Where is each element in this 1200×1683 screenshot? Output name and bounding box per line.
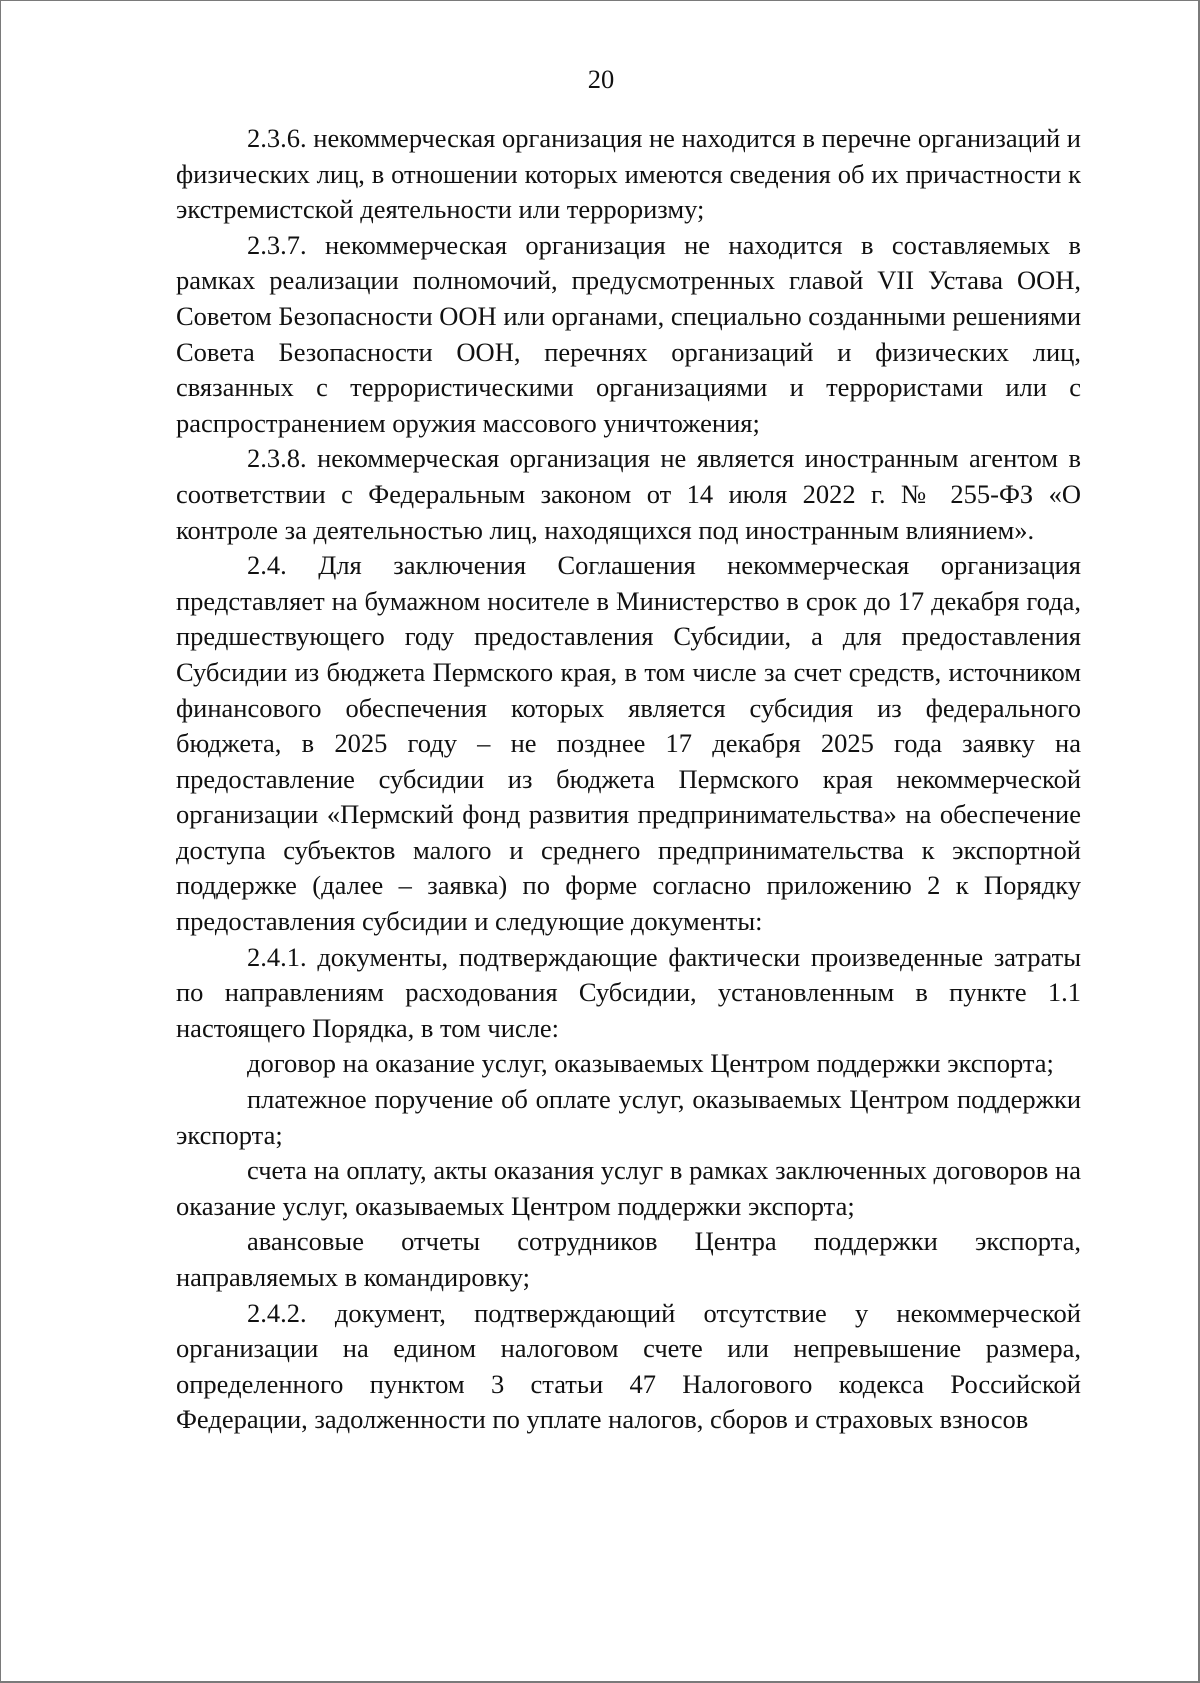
paragraph-2-4-1: 2.4.1. документы, подтверждающие фактически произведенные затраты по направлениям расходования Субсидии, установленным в пункте 1.1 настоящего Порядка, в том числе: bbox=[176, 941, 1081, 1043]
list-item-contract: договор на оказание услуг, оказываемых Центром поддержки экспорта; bbox=[247, 1048, 1054, 1079]
page-number: 20 bbox=[587, 64, 615, 94]
paragraph-2-4: 2.4. Для заключения Соглашения некоммерческая организация представляет на бумажном носителе в Министерство в срок до 17 декабря года, предшествующего году предоставления Субсидии, а для предоставления Субсидии из бюджета Пермского края, в том числе за счет средств, источником финансового обеспечения которых является субсидия из федерального бюджета, в 2025 году – не позднее 17 декабря 2025 года заявку на предоставление субсидии из бюджета Пермского края некоммерческой организации «Пермский фонд развития предпринимательства» на обеспечение доступа субъектов малого и среднего предпринимательства к экспортной поддержке (далее – заявка) по форме согласно приложению 2 к Порядку предоставления субсидии и следующие документы: bbox=[176, 550, 1081, 937]
paragraph-2-3-8: 2.3.8. некоммерческая организация не является иностранным агентом в соответствии с Федеральным законом от 14 июля 2022 г. № 255-ФЗ «О контроле за деятельностью лиц, находящихся под иностранным влиянием». bbox=[176, 443, 1081, 545]
list-item-payment-order: платежное поручение об оплате услуг, оказываемых Центром поддержки экспорта; bbox=[176, 1084, 1081, 1150]
paragraph-2-3-7: 2.3.7. некоммерческая организация не находится в составляемых в рамках реализации полномочий, предусмотренных главой VII Устава ООН, Советом Безопасности ООН или органами, специально созданными решениями Совета Безопасности ООН, перечнях организаций и физических лиц, связанных с террористическими организациями и террористами или с распространением оружия массового уничтожения; bbox=[176, 229, 1081, 438]
paragraph-2-4-2: 2.4.2. документ, подтверждающий отсутствие у некоммерческой организации на едином налоговом счете или непревышение размера, определенного пунктом 3 статьи 47 Налогового кодекса Российской Федерации, задолженности по уплате налогов, сборов и страховых взносов bbox=[176, 1297, 1081, 1435]
list-item-invoices: счета на оплату, акты оказания услуг в рамках заключенных договоров на оказание услуг, оказываемых Центром поддержки экспорта; bbox=[176, 1155, 1081, 1221]
list-item-expense-reports: авансовые отчеты сотрудников Центра поддержки экспорта, направляемых в командировку; bbox=[176, 1226, 1081, 1292]
paragraph-2-3-6: 2.3.6. некоммерческая организация не находится в перечне организаций и физических лиц, в отношении которых имеются сведения об их причастности к экстремистской деятельности или терроризму; bbox=[176, 123, 1081, 225]
document-body bbox=[176, 121, 1081, 1438]
